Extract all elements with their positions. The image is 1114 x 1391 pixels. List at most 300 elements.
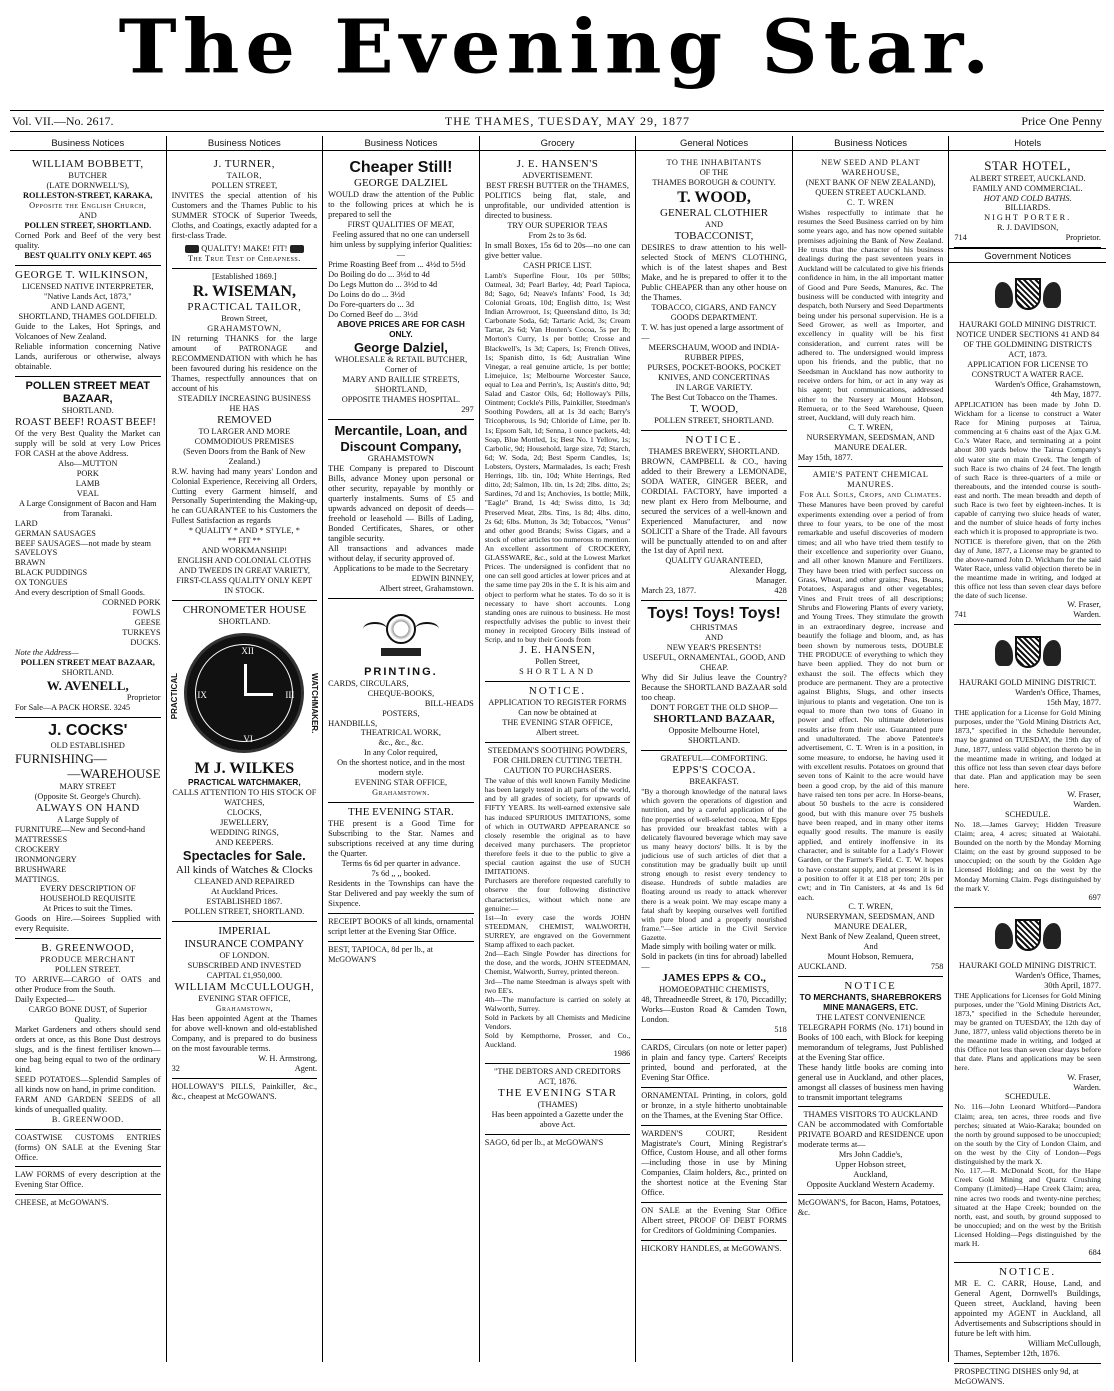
ad-text: BILLIARDS. — [1004, 203, 1051, 213]
ad-text: William McCullough, — [1027, 1339, 1101, 1349]
ad-text: "By a thorough knowledge of the natural laws which govern the operations of digestion and nutrition, and by a careful application of the fine properties of well-selected cocoa, Mr Epps has provided our breakfast tables with a delicately flavoured beverage which may save us many heavy doctors' bills. It is by the judicious use of such articles of diet that a constitution may be gradually built up until strong enough to resist every tendency to disease. Hundreds of subtle maladies are floating around us ready to attack wherever there is a weak point. We may escape many a fatal shaft by keeping ourselves well fortified with pure blood and a properly nourished frame."—See article in the Civil Service Gazette. — [641, 787, 787, 942]
ad-text: QUEEN STREET AUCKLAND. — [815, 187, 926, 197]
ad-title: Toys! Toys! Toys! — [647, 605, 781, 623]
ad-text: QUALITY! — [201, 243, 241, 253]
ad-title: PRINTING. — [364, 665, 438, 678]
column-heading: Grocery — [480, 136, 636, 151]
ad-text: CAN be accommodated with Comfortable PRIVATE BOARD and RESIDENCE upon moderate terms at— — [797, 1120, 944, 1150]
ad-text: APPLICATION FOR LICENSE TO CONSTRUCT A WATER RACE. — [967, 360, 1088, 380]
ad-number: 32 — [171, 1063, 180, 1073]
ad-text: Albert street. — [535, 728, 580, 738]
ad-text: Reliable information concerning Native Lands, auriferous or otherwise, always obtainable. — [15, 341, 161, 371]
ad-text: Auckland, — [853, 1170, 888, 1180]
ad-text: POLLEN STREET, — [211, 181, 278, 191]
ad-text: NEW YEAR'S PRESENTS! — [666, 643, 762, 653]
ad-text: FIRST-CLASS QUALITY ONLY KEPT IN STOCK. — [176, 576, 313, 596]
ad-ornamental-printing: ORNAMENTAL Printing, in colors, gold or bronze, in a style hitherto unobtainable on the Thames, at the Evening Star Office. — [641, 1088, 787, 1126]
ad-text: REMOVED — [217, 413, 272, 426]
ad-title: STEEDMAN'S SOOTHING POWDERS, FOR CHILDREN CUTTING TEETH. — [487, 746, 628, 766]
ad-text: POLLEN STREET, SHORTLAND. — [184, 906, 305, 916]
ad-text: THAMES BREWERY, SHORTLAND. — [648, 446, 780, 456]
ad-name: George Dalziel, — [353, 339, 448, 355]
ad-text: 48, Threadneedle Street, & 170, Piccadilly; Works—Euston Road & Camden Town, London. — [641, 995, 787, 1024]
ad-law-forms: LAW FORMS of every description at the Evening Star Office. — [15, 1167, 161, 1195]
ad-hansen — [485, 155, 631, 682]
ad-holloway: HOLLOWAY'S PILLS, Painkiller, &c., &c., cheapest at McGOWAN'S. — [171, 1081, 318, 1101]
ad-text: Grahamstown. — [372, 788, 430, 798]
ad-text: TOBACCO, CIGARS, AND FANCY GOODS DEPARTMENT. — [651, 303, 777, 323]
ad-list: CORNED PORK FOWLS GEESE TURKEYS DUCKS. — [102, 598, 161, 648]
ad-text: EDWIN BINNEY, — [411, 573, 474, 583]
ad-text: C. T. WREN, — [848, 422, 893, 432]
ad-name: M J. WILKES — [194, 760, 295, 778]
ad-text: FIRST QUALITIES OF MEAT, — [347, 220, 455, 230]
ad-text: DON'T FORGET THE OLD SHOP— — [650, 703, 778, 713]
ad-list: MEERSCHAUM, WOOD and INDIA-RUBBER PIPES, PURSES, POCKET-BOOKS, POCKET KNIVES, AND CONCERTINAS IN LARGE VARIETY. — [647, 342, 781, 392]
ad-text: CHRISTMAS — [690, 623, 738, 633]
ad-text: NOTICE UNDER SECTIONS 41 AND 84 OF THE GOLDMINING DISTRICTS ACT, 1873. — [956, 330, 1100, 360]
ad-text: SHORTLAND, THAMES GOLDFIELD. — [18, 311, 158, 321]
ad-text: CAPITAL £1,950,000. — [206, 970, 283, 980]
ad-text: 2nd—Each Single Powder has directions for the dose, and the words, JOHN STEEDMAN, Chemist, Walworth, Surrey, printed thereon. — [484, 949, 631, 977]
ad-name: R. WISEMAN, — [192, 282, 296, 300]
ad-text: Terms 6s 6d per quarter in advance. — [341, 859, 461, 869]
ad-cocks — [15, 718, 161, 939]
ad-text: AND WORKMANSHIP! — [201, 546, 288, 556]
ad-text: AND — [705, 633, 724, 643]
ad-text: Has been appointed a Gazette under the above Act. — [491, 1110, 624, 1130]
ad-notice-register-forms — [485, 682, 631, 743]
ad-text: Proprietor — [126, 693, 161, 703]
ad-name: J. E. HANSEN'S — [516, 158, 599, 170]
ad-name: C. T. WREN — [846, 197, 895, 207]
ad-title: CHRONOMETER HOUSE — [182, 604, 306, 617]
column-heading: Business Notices — [793, 136, 949, 151]
ad-text: Opposite the English Church, — [29, 201, 147, 211]
price-list: Prime Roasting Beef from ... 4½d to 5½d Do Boiling do do ... 3½d to 4d Do Legs Mutton do ... 3½d to 4d Do Loins do do ... 3½d Do Fore-quarters do ... 3d Do Corned Beef do ... 3½d — [328, 260, 466, 319]
ad-text: Pollen Street, — [535, 657, 580, 667]
ad-text: ** FIT ** — [227, 536, 261, 546]
ad-text: GRATEFUL—COMFORTING. — [660, 754, 768, 764]
ad-name: WILLIAM BOBBETT, — [31, 158, 144, 170]
ad-text: OLD ESTABLISHED — [50, 740, 125, 750]
ad-text: B. GREENWOOD. — [51, 1114, 124, 1124]
ad-text: Can now be obtained at — [518, 708, 597, 718]
ad-text: An excellent assortment of CROCKERY, GLASSWARE, &c., sold at the Lowest Market Prices. The undersigned is confident that no one can sell good articles at lower prices and at the same time pay 20s in the £. It is his aim and object to perform what he states. To do so it is necessary to have short accounts. Long standing ones are ruinous to business. He most respectfully advises the public to invest their money in receipted Grocery Bills instead of Scrip, and to buy their Goods from — [484, 544, 631, 645]
ad-mercantile — [328, 420, 474, 599]
dateline — [10, 110, 1104, 132]
ad-text: TO ARRIVE—CARGO of OATS and other Produce from the South. — [15, 975, 161, 995]
ad-name: T. WOOD, — [677, 188, 751, 206]
ad-title: Mercantile, Loan, and Discount Company, — [334, 422, 468, 454]
ad-text: Warden's Office, Thames, — [1015, 688, 1101, 698]
ad-text: &c., &c., &c. — [378, 738, 424, 748]
ad-text: SHORTLAND. — [218, 617, 271, 627]
ad-text: THE Company is prepared to Discount Bills, advance Money upon personal or other security, repayable by monthly or quarterly instalments. Sums of £5 and upwards advanced on deposit of deeds—freehold or leasehold — Bills of Lading, Bonded Certificates, Shares, or other tangible security. — [328, 464, 474, 543]
ad-text: MARY STREET — [59, 781, 117, 791]
ad-text: CARGO BONE DUST, of Superior Quality. — [28, 1005, 148, 1025]
ad-text: EVENING STAR OFFICE, — [354, 778, 448, 788]
ad-number: 518 — [774, 1024, 787, 1034]
ad-text: No. 117.—R. McDonald Scott, for the Hape Creek Gold Mining and Quartz Crushing Company (Limited)—Hape Creek Claim; area, nine acres two roods and twenty-nine perches; situated at the Hape Creek; bounded on the north, east, and south, by ground supposed to be unoccupied; and on the west by the British Licensed Holding—Pegs distinguished by the mark H. — [954, 1166, 1101, 1249]
price: Price One Penny — [1021, 113, 1102, 128]
column-2 — [167, 136, 324, 1362]
ad-text: THE LATEST CONVENIENCE — [816, 1012, 926, 1022]
ad-text: Purchasers are therefore requested carefully to observe the four following distinctive characteristics, without which none are genuine:— — [484, 876, 631, 913]
ad-text: TELEGRAPH FORMS (No. 171) bound in Books of 100 each, with Block for keeping memorandum of telegrams, Just Published at the Evening Star office. — [797, 1022, 944, 1062]
column-heading: Hotels — [949, 136, 1106, 151]
ad-text: Corned Pork and Beef of the very best quality. — [15, 230, 161, 250]
ad-text: Of the very Best Quality the Market can supply will be sold at very Low Prices FOR CASH at the above Address. — [15, 429, 161, 458]
ad-title: EPPS'S COCOA. — [672, 764, 756, 777]
ad-text: Note the Address— — [15, 648, 79, 658]
ad-text: GRAHAMSTOWN — [367, 454, 435, 464]
side-label: WATCHMAKER. — [310, 673, 320, 734]
ad-number: 697 — [1088, 892, 1101, 902]
ad-text: HOT AND COLD BATHS. — [983, 193, 1072, 203]
ad-text: OPPOSITE THAMES HOSPITAL. — [341, 395, 461, 405]
ad-text: BROWN, CAMPBELL & CO., having added to their Brewery a LEMONADE, SODA WATER, GINGER BEER, and CORDIAL FACTORY, have imported a new plant ex Hero from Melbourne, and secured the services of a well-known and Experienced Manufacturer, and now SOLICIT a Share of the Trade. All favours will be punctually attended to on and after the 1st day of April next. — [641, 456, 787, 556]
ad-text: AND — [78, 211, 97, 220]
ad-date: 30th April, 1877. — [1044, 980, 1101, 990]
ad-text: THE EVENING STAR — [497, 1087, 617, 1100]
ad-name: B. GREENWOOD, — [41, 942, 135, 955]
ad-number: 741 — [954, 610, 967, 620]
ad-text: POLLEN STREET, SHORTLAND. — [24, 220, 152, 230]
ad-text: In small Boxes, 15s 6d to 20s—no one can give better value. — [484, 240, 631, 260]
ad-number: 684 — [1088, 1248, 1101, 1258]
column-1 — [10, 136, 167, 1362]
ad-number: 297 — [461, 405, 474, 415]
ad-bobbett — [15, 155, 161, 266]
ad-text: Opposite Melbourne Hotel, — [668, 726, 760, 736]
ad-date: 15th May, 1877. — [1046, 698, 1101, 708]
ad-text: BEST QUALITY ONLY KEPT. 465 — [24, 250, 152, 260]
ad-wren-seeds — [798, 155, 944, 467]
ad-text: Market Gardeners and others should send orders at once, as this Bone Dust destroys slugs, and is the finest fertiliser known—one bag being equal to two of the ordinary kind. — [15, 1025, 161, 1074]
ad-title: NEW SEED AND PLANT WAREHOUSE, — [821, 158, 921, 177]
clock-icon: XII III VI IX — [184, 633, 304, 753]
ad-text: "Native Lands Act, 1873," — [43, 291, 132, 301]
ad-text: (Seven Doors from the Bank of New Zealand.) — [183, 446, 306, 466]
ad-text: SCHEDULE. — [1004, 809, 1051, 819]
pointing-hand-icon — [290, 245, 304, 253]
ad-text: In any Color required, — [364, 748, 438, 758]
ad-text: POLITICS being flat, stale, and unprofitable, our undivided attention is directed to business. — [484, 191, 631, 220]
ad-text: BREAKFAST. — [689, 777, 739, 787]
ad-text: WOULD draw the attention of the Public to the following prices at which he is prepared to sell the — [328, 190, 474, 220]
ad-text: Alexander Hogg, — [729, 566, 787, 576]
ad-text: Manager. — [755, 576, 787, 586]
ad-text: GENERAL CLOTHIER — [660, 207, 769, 220]
ad-text: POLLEN STREET. — [54, 965, 121, 975]
quality-make-fit — [172, 244, 318, 254]
ad-text: MINE MANAGERS, ETC. — [823, 1001, 919, 1012]
ad-text: TO THE INHABITANTS — [666, 158, 762, 167]
ad-text: PRACTICAL TAILOR, — [187, 300, 302, 313]
ad-name: J. TURNER, — [213, 158, 276, 170]
ad-text: C. T. WREN, — [848, 902, 893, 912]
ad-text: TO MERCHANTS, SHAREBROKERS — [799, 991, 942, 1002]
ad-wiseman — [172, 269, 318, 601]
ad-text: For Sale—A PACK HORSE. 3245 — [15, 703, 131, 713]
column-7 — [949, 136, 1106, 1386]
column-heading: Business Notices — [10, 136, 166, 151]
ad-text: 3rd—The name Steedman is always spelt with two EE's. — [484, 976, 631, 995]
ad-text: CARDS, CIRCULARS, — [328, 678, 409, 688]
ad-text: Brown Street, — [221, 314, 268, 324]
ad-text: Guide to the Lakes, Hot Springs, and Volcanoes of New Zealand. — [15, 321, 161, 341]
ad-text: [Established 1869.] — [212, 271, 277, 281]
ad-text: DESIRES to draw attention to his well-selected Stock of MEN'S CLOTHING, which is of the latest shapes and Best Make, and he is prepared to offer it to the Public CHEAPER than any other house on the Thames. — [641, 243, 787, 303]
ad-text: —WAREHOUSE — [67, 766, 161, 782]
ad-list: FURNITURE—New and Second-hand MATTRESSES CROCKERY IRONMONGERY BRUSHWARE MATTINGS. — [15, 824, 145, 884]
ad-wilkinson — [15, 266, 161, 377]
ad-text: MAKE! — [242, 243, 271, 253]
ad-text: R.W. having had many years' London and Colonial Experience, Receiving all Orders, Cutting every Garment himself, and Personally Superintending the Making-up, he can GUARANTEE to his Customers the Fullest Satisfaction as regards — [171, 466, 318, 526]
ad-date: Thames, September 12th, 1876. — [954, 1349, 1060, 1358]
ad-telegraph-forms — [798, 977, 944, 1108]
ad-number: 714 — [954, 233, 967, 243]
ad-text: NURSERYMAN, SEEDSMAN, AND MANURE DEALER. — [806, 432, 935, 452]
ad-text: Mrs John Caddie's, — [838, 1150, 903, 1160]
ad-sago: SAGO, 6d per lb., at McGOWAN'S — [484, 1138, 604, 1148]
ad-text: Proprietor. — [1065, 233, 1101, 243]
ad-text: Applications to be made to the Secretary — [333, 563, 469, 573]
ad-text: PRODUCE MERCHANT — [40, 955, 136, 965]
ad-list: WATCHES, CLOCKS, JEWELLERY, WEDDING RINGS, AND KEEPERS. — [210, 798, 279, 848]
clock-illustration — [169, 633, 320, 753]
ad-text: APPLICATION TO REGISTER FORMS — [488, 698, 627, 708]
ad-text: ALWAYS ON HAND — [35, 801, 140, 814]
ad-name: T. WOOD, — [689, 402, 739, 415]
ad-list: LARD GERMAN SAUSAGES BEEF SAUSAGES—not made by steam SAVELOYS BRAWN BLACK PUDDINGS OX TONGUES — [15, 518, 151, 588]
ad-text: ALBERT STREET, AUCKLAND. — [969, 173, 1086, 183]
ad-text: THE EVENING STAR OFFICE, — [502, 718, 613, 728]
ad-text: INVITES the special attention of his Customers and the Thames Public to his SUMMER STOCK of Superior Tweeds, Cloths, and Coatings, exactly adapted for a first-class Trade. — [171, 191, 318, 240]
ad-tapioca: BEST, TAPIOCA, 8d per lb., at McGOWAN'S — [328, 944, 433, 964]
ad-text: FURNISHING— — [15, 750, 107, 766]
ad-text: CALLS ATTENTION TO HIS STOCK OF — [172, 788, 317, 798]
ad-amies-manures — [798, 467, 944, 976]
royal-coat-of-arms-icon — [993, 632, 1063, 674]
ad-greenwood — [15, 939, 161, 1129]
ad-text: WILLIAM McCULLOUGH, — [174, 980, 315, 993]
ad-text: PRACTICAL WATCHMAKER, — [188, 777, 301, 788]
ad-text: Corner of — [384, 365, 417, 375]
ad-name: J. COCKS' — [48, 722, 128, 740]
ad-title: THAMES VISITORS TO AUCKLAND — [803, 1110, 938, 1120]
gov-notice-hidden-treasure — [954, 625, 1101, 908]
ad-text: THE present is a Good Time for Subscribing to the Star. Names and subscriptions received at any time during the Quarter. — [328, 819, 474, 859]
ad-printing — [328, 599, 474, 804]
ad-text: EVENING STAR OFFICE, — [198, 994, 291, 1004]
ad-coastwise: COASTWISE CUSTOMS ENTRIES (forms) ON SALE at the Evening Star Office. — [15, 1130, 161, 1168]
ad-name: GEORGE DALZIEL — [354, 177, 448, 190]
ad-text: A Large Consignment of Bacon and Ham from Taranaki. — [18, 498, 157, 518]
ad-text: NIGHT PORTER. — [984, 213, 1072, 223]
ad-text: Warden. — [1073, 610, 1101, 620]
ad-brewery — [641, 431, 787, 601]
ad-text: FARM AND GARDEN SEEDS of all kinds of unequalled quality. — [15, 1094, 161, 1114]
column-4 — [480, 136, 637, 1362]
ad-number: 428 — [774, 586, 787, 596]
ad-text: Feeling assured that no one can undersell him unless by supplying inferior Qualities:— — [329, 230, 472, 260]
ad-text: Warden. — [1073, 800, 1101, 809]
ad-text: These Manures have been proved by careful experiments extending over a period of from three to four years, to be one of the most remarkable and useful discoveries of modern times; and all who have tried them testify to their excellence and superiority over Guano, and all other known Manure and Fertilizers. They have been tried with perfect success on Grass, Wheat, and other grains; Peas, Beans, Potatoes, Asparagus and other vegetables; Vines and Fruit trees of all descriptions; Shrubs and Flowering Plants of every variety, and Young Trees. They stimulate the growth in an extraordinary degree, increase and beautify the foliage and bloom, and, as has been shown by numerous tests, DOUBLE THE PRODUCE of everything to which they have been applied. They do not burn or exhaust the soil. The effects which they produce are permanent. They are a protective against Blights, Slugs, and other insects injurious to plants and vegetation. One ton is equal to more than two tons of Guano in power and effect. No ultimate deleterious results arise from their use. Guaranteed pure and unadulterated. The above Patentee's advertisement, C. T. Wren is in a position, in some measure, to endorse, he having used it with excellent results. Potatoes on ground that seven tons of Kainit to the acre would have been a good crop, by the aid of this manure have raised ten tons per acre. In Horse-beans, about 50 bushels to the acre is considered good, but with this manure over 75 bushels have been reaped, and in many other items equally good results. The manure is easily applied, and entirely inoffensive in its character, and is suitable for a Lady's Flower Garden, or the Farmer's Field. C. T. W. hopes to have constant supply, and at present it is in a position to offer it at £18 per ton; 20s per cwt; and in Tin Canisters, at 4s and 1s 6d each. — [797, 500, 944, 902]
ad-title: NOTICE — [844, 979, 897, 992]
ad-text: W. Fraser, — [1067, 790, 1101, 800]
ad-text: Warden's Office, Thames, — [1015, 970, 1101, 980]
ad-receipt-books: RECEIPT BOOKS of all kinds, ornamental script letter at the Evening Star Office. — [328, 914, 474, 942]
ad-text: Upper Hobson street, — [835, 1160, 906, 1170]
ad-wardens-court: WARDEN'S COURT, Resident Magistrate's Court, Mining Registrar's Office, Custom House, and all other forms—including those in use by Mining Companies, Claim holders, &c., printed on the shortest notice at the Evening Star Office. — [641, 1126, 787, 1204]
ad-text: SHORTLAND. — [61, 405, 114, 415]
ad-steedman — [485, 743, 631, 1064]
ad-imperial-insurance — [172, 922, 318, 1079]
ad-text: POLLEN STREET, SHORTLAND. — [654, 415, 774, 425]
ad-text: THE Applications for Licenses for Gold Mining purposes, under the "Gold Mining Districts Act, 1873," specified in the Schedule hereunder, may be granted on TUESDAY, the 12th day of June, 1877, unless valid objections thereto be in the meantime made in writing, and lodged at this Office not less than seven clear days before that date. Plans and applications may be seen here. — [954, 990, 1101, 1073]
ad-debtors-creditors — [485, 1064, 631, 1135]
ad-star-hotel — [954, 155, 1101, 248]
ad-text: MR E. C. CARR, House, Land, and General Agent, Dornwell's Buildings, Queen street, Auckland, having been appointed my AGENT in Auckland, all Advertisements and Subscriptions should in future be left with him. — [954, 1279, 1101, 1339]
ad-text: (THAMES) — [537, 1100, 578, 1110]
ad-title: NOTICE. — [685, 433, 743, 446]
ad-carr-notice — [954, 1263, 1101, 1364]
ad-wood — [641, 155, 787, 431]
ad-text: Made simply with boiling water or milk. — [641, 942, 777, 952]
ad-text: CASH PRICE LIST. — [523, 260, 592, 270]
ad-text: 4th—The manufacture is carried on solely at Walworth, Surrey. — [484, 994, 631, 1013]
ad-proof-of-debt: ON SALE at the Evening Star Office Albert street, PROOF OF DEBT FORMS for Creditors of Goldmining Companies. — [641, 1203, 787, 1241]
ad-text: Warden's Office, Grahamstown, — [994, 379, 1101, 389]
ad-text: And — [863, 941, 878, 951]
ad-title: HAURAKI GOLD MINING DISTRICT. — [959, 960, 1097, 970]
column-heading: General Notices — [636, 136, 792, 151]
ad-text: NURSERYMAN, SEEDSMAN, AND MANURE DEALER, — [806, 912, 935, 932]
ad-text: TAILOR, — [226, 171, 262, 181]
ad-text: QUALITY GUARANTEED, — [665, 556, 763, 566]
ad-text: THAMES BOROUGH & COUNTY. — [652, 177, 776, 187]
ad-text: And every description of Small Goods. — [15, 588, 145, 598]
ad-text: GRAHAMSTOWN, — [207, 324, 282, 334]
royal-coat-of-arms-icon — [993, 274, 1063, 316]
column-heading: Business Notices — [167, 136, 323, 151]
ad-name: W. AVENELL, — [46, 677, 129, 693]
ad-text: TRY OUR SUPERIOR TEAS — [507, 220, 608, 230]
ad-text: The True Test of Cheapness. — [187, 253, 301, 263]
column-3 — [323, 136, 480, 1362]
ad-hickory: HICKORY HANDLES, at McGOWAN'S. — [641, 1244, 782, 1254]
ad-title: AMIE'S PATENT CHEMICAL MANURES. — [812, 470, 929, 490]
ad-text: W. Fraser, — [1067, 600, 1101, 610]
printing-ornament-icon — [361, 608, 441, 664]
ad-text: TO LARGER AND MORE COMMODIOUS PREMISES — [194, 426, 295, 446]
columns — [10, 136, 1106, 1386]
ad-text: OF THE — [699, 167, 729, 177]
ad-text: SCHEDULE. — [1004, 1092, 1051, 1102]
ad-text: ESTABLISHED 1867. — [206, 896, 283, 906]
ad-text: (NEXT BANK OF NEW ZEALAND), — [805, 177, 936, 187]
ad-text: All transactions and advances made without delay, if security approved of. — [328, 543, 474, 563]
ad-text: BEST FRESH BUTTER on the THAMES, — [485, 181, 629, 191]
price-list: Lamb's Superfine Flour, 10s per 50lbs; Oatmeal, 3d; Pearl Barley, 4d; Pearl Tapioca, 8d; Sago, 6d; Neave's Infants' Food, 1s 3d; Colonial Groats, 10d; English ditto, 1s; West Indian Arrowroot, 1s; Queensland ditto, 1s 3d; Carbonate Soda, 6d; Tartaric Acid, 3s; Cream Tartar, 2s 6d; Van Houten's Cocoa, 5s per lb; Morton's Curry, 1s per bottle; Crosse and Blackwell's, 1s 3d; Capers, 1s; French Olives, 1s; Spanish ditto, 1s 6d; Australian Wine Vinegar, a real genuine article, 1s per bottle; Limejuice, 1s; Melbourne Worcester Sauce, equal to Lea and Perrin's, 1s; Austin's ditto, 9d; Salad and Castor Oils, 6d; Holloway's Pills, Ointment; Cockle's Pills, Painkiller, Steedman's Soothing Powders, all at 1s 3d each; Barry's Tricopherous, 1s 9d; Chloride of Lime, per lb. 1s; Epsom Salt, 1d; Senna, 1 ounce packets, 4d; Soap, Blue Mottled, 1s; Best No. 1 Yellow, 1s; Carbolic, 9d; Household, large size, 7d; Starch, 6d; W. Soda, 2d; Best Sperm Candles, 1s; Lobsters, Oysters, Marmalades, 1s each; Fresh Herrings, 1lb. tin, 10d; White Herrings, Red ditto, 2d; Salmon, 1lb. tin, 1s 2d; 2lbs. ditto, 2s; Sardines, 7d and 1s; Anchovies, 1s bottle; Milk, "Eagle" Brand, 1s 4d; Swiss ditto, 1s 3d; Preserved Meat, 2lbs. Tins, 1s 8d; 4lbs. ditto, 2s 6d; 6lbs. Mutton, 3s 3d; Tobaccos, "Venus" and other good Brands; Swiss Cigars, and a stock of other articles too numerous to mention. — [484, 270, 631, 544]
ad-title: STAR HOTEL, — [984, 158, 1072, 173]
ad-text: Sold in Packets by all Chemists and Medicine Vendors. — [484, 1013, 631, 1032]
masthead — [0, 0, 1114, 108]
ad-epps-cocoa — [641, 751, 787, 1040]
ad-text: (LATE DORNWELL'S), — [46, 181, 130, 191]
ad-text: Sold in packets (in tins for abroad) labelled— — [641, 952, 787, 971]
ad-text: BILL-HEADS — [424, 698, 474, 708]
ad-text: Daily Expected— — [15, 995, 75, 1005]
ad-text: (Opposite St. George's Church). — [34, 791, 141, 801]
ad-text: Opposite Auckland Western Academy. — [806, 1180, 935, 1190]
ad-text: Warden. — [1073, 1082, 1101, 1092]
ad-title: NOTICE. — [528, 685, 586, 698]
ad-text: SHORTLAND — [519, 667, 596, 677]
ad-turner — [172, 155, 318, 269]
ad-title: HAURAKI GOLD MINING DISTRICT. — [959, 678, 1097, 688]
ad-text: APPLICATION has been made by John D. Wickham for a license to construct a Water Race for Mining purposes at Tairua, commencing at 6 chains east of the Ajax G.M. Co.'s Water Race, and terminating at a point about 300 yards below the Tairua Company's old water site on main Creek. The length of such Race is two chains of 24 feet. The length of such Race is three-quarters of a mile or thereabouts, and the intended course is south-east and north. The mean breadth and depth of such Race is two feet by eighteen-inches. It is capable of carrying two sluice heads of water, and the number of sluice heads of forty inches each which it is proposed to appropriate is two. — [954, 399, 1101, 537]
ad-text: A Large Supply of — [57, 814, 119, 824]
ad-text: Albert street, Grahamstown. — [379, 583, 474, 593]
ad-number: 1986 — [613, 1049, 631, 1059]
volume-number: Vol. VII.—No. 2617. — [12, 113, 114, 128]
ad-text: ROLLESTON-STREET, KARAKA, — [23, 191, 153, 201]
ad-title: INSURANCE COMPANY — [184, 937, 305, 950]
ad-text: CLEANED AND REPAIRED — [194, 876, 295, 886]
ad-text: All kinds of Watches & Clocks — [175, 863, 313, 876]
ad-text: From 2s to 3s 6d. — [528, 230, 587, 240]
ad-mcgowan-bacon: McGOWAN'S, for Bacon, Hams, Potatoes, &c. — [797, 1198, 941, 1218]
ad-text: FAMILY AND COMMERCIAL. — [972, 183, 1083, 193]
ad-text: ABOVE PRICES ARE FOR CASH ONLY. — [336, 318, 465, 339]
ad-text: LICENSED NATIVE INTERPRETER, — [21, 281, 154, 291]
ad-title: "THE DEBTORS AND CREDITORS — [494, 1067, 621, 1077]
ad-date: 4th May, 1877. — [1050, 389, 1101, 399]
ad-text: Agent. — [294, 1063, 318, 1073]
ad-text: TOBACCONIST, — [674, 230, 754, 243]
ad-dalziel — [328, 155, 474, 420]
ad-text: These handy little books are coming into general use in Auckland, and other places, amongst all classes of business men having to transmit important telegrams — [797, 1062, 944, 1102]
ad-text: At Prices to suit the Times. — [42, 904, 133, 914]
ad-evening-star-subscription — [328, 803, 474, 914]
ad-text: Residents in the Townships can have the Star Delivered and pay weekly the sum of Sixpence. — [328, 879, 474, 908]
ad-text: SHORTLAND. — [61, 667, 114, 677]
column-6 — [793, 136, 950, 1362]
column-heading: Business Notices — [323, 136, 479, 151]
ad-text: ROAST BEEF! ROAST BEEF! — [15, 415, 157, 428]
ad-toys — [641, 601, 787, 751]
ad-text: Grahamstown, — [215, 1003, 274, 1013]
ad-title: THE EVENING STAR. — [348, 806, 454, 819]
ad-text: Why did Sir Julius leave the Country? Because the SHORTLAND BAZAAR sold too cheap. — [641, 673, 787, 703]
ad-text: FIT! — [272, 243, 288, 253]
ad-text: HE HAS — [229, 403, 260, 413]
ad-text: WHOLESALE & RETAIL BUTCHER, — [334, 355, 468, 365]
ad-title: IMPERIAL — [218, 924, 271, 937]
ad-text: ADVERTISEMENT. — [522, 171, 593, 181]
ad-text: SHORTLAND, — [374, 385, 427, 395]
ad-text: 7s 6d ,, ,, booked. — [371, 869, 431, 879]
ad-text: For All Soils, Crops, and Climates. — [799, 490, 942, 500]
ad-text: AUCKLAND. — [797, 961, 847, 971]
ad-text: IN returning THANKS for the large amount of PATRONAGE and RECOMMENDATION with which he has been favoured during his residence on the Thames, respectfully announces that on account of his — [171, 334, 318, 393]
ad-text: The value of this well known Family Medicine has been largely tested in all parts of the world, and by all grades of society, for upwards of FIFTY YEARS. Its well-earned extensive sale has induced SPURIOUS IMITATIONS, some of which in OUTWARD APPEARANCE so closely resemble the original as to have deceived many purchasers. The proprietor therefore feels it due to the public to give a special caution against the use of SUCH IMITATIONS. — [484, 776, 631, 877]
ad-text: Sold by Kempthorne, Prosser, and Co., Auckland. — [484, 1031, 631, 1050]
ad-wilkes — [169, 601, 320, 922]
